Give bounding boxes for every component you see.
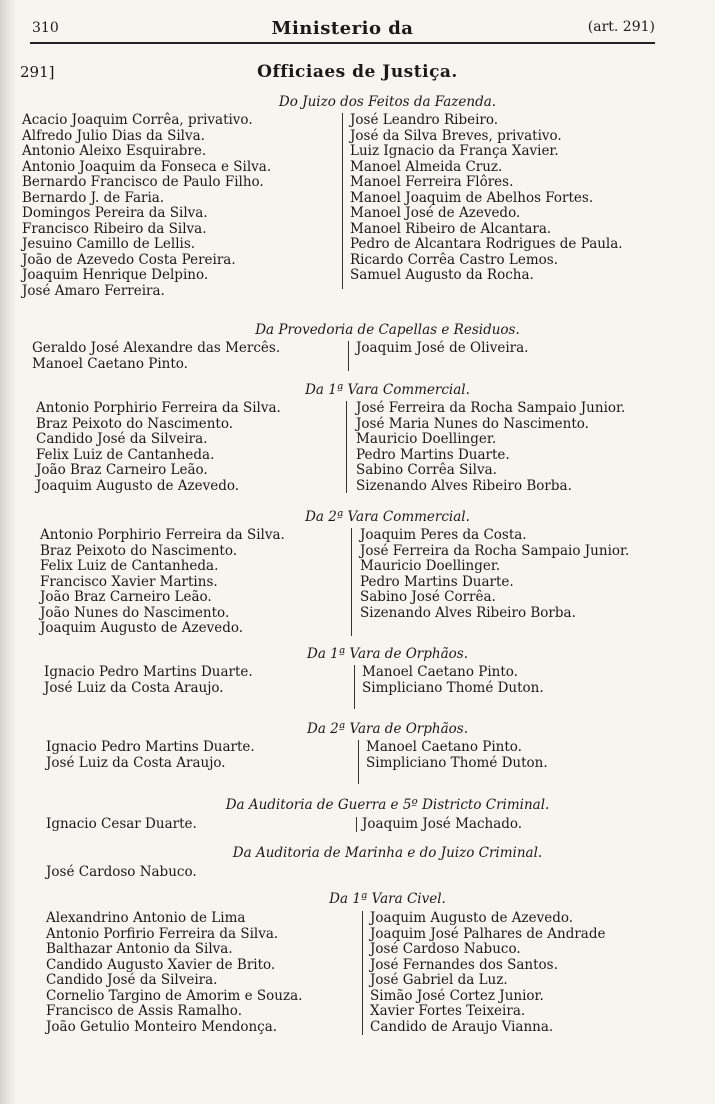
- list-item: Joaquim Augusto de Azevedo.: [40, 620, 244, 636]
- list-item: Felix Luiz de Cantanheda.: [40, 558, 219, 574]
- list-item: Ignacio Pedro Martins Duarte.: [44, 664, 253, 680]
- list-item: Alfredo Julio Dias da Silva.: [22, 127, 205, 144]
- list-item: Joaquim Henrique Delpino.: [22, 267, 209, 283]
- list-item: José Luiz da Costa Araujo.: [44, 679, 224, 696]
- list-item: João Braz Carneiro Leão.: [40, 589, 212, 605]
- list-item: Francisco de Assis Ramalho.: [46, 1003, 242, 1019]
- list-item: José Leandro Ribeiro.: [350, 112, 499, 128]
- section-heading: Da 1ª Vara Commercial.: [305, 382, 470, 398]
- section-heading: Da 1ª Vara de Orphãos.: [307, 646, 468, 662]
- list-item: Candido Augusto Xavier de Brito.: [46, 956, 276, 973]
- list-item: João Getulio Monteiro Mendonça.: [46, 1018, 278, 1035]
- article-number: 291]: [20, 63, 55, 81]
- list-item: Domingos Pereira da Silva.: [22, 205, 208, 221]
- names-right-column: [362, 665, 544, 696]
- section-heading: Da Provedoria de Capellas e Residuos.: [255, 322, 520, 338]
- page-binding-edge: [0, 0, 16, 1104]
- section-heading: Do Juizo dos Feitos da Fazenda.: [278, 94, 497, 110]
- list-item: Geraldo José Alexandre das Mercês.: [32, 340, 281, 356]
- names-right-column: [356, 401, 625, 494]
- names-left-column: [40, 528, 285, 637]
- list-item: Sizenando Alves Ribeiro Borba.: [356, 477, 572, 494]
- list-item: Manoel Almeida Cruz.: [350, 158, 503, 175]
- article-reference: (art. 291): [587, 19, 655, 35]
- section-2a-vara-orphaos: [0, 721, 715, 771]
- list-item: Xavier Fortes Teixeira.: [370, 1003, 526, 1019]
- list-item: Acacio Joaquim Corrêa, privativo.: [22, 112, 253, 128]
- list-item: José da Silva Breves, privativo.: [350, 127, 562, 144]
- running-header: [30, 18, 655, 42]
- section-feitos-fazenda: [0, 94, 715, 299]
- page-number: 310: [32, 20, 59, 36]
- list-item: João de Azevedo Costa Pereira.: [22, 251, 236, 268]
- names-left-column: [36, 401, 281, 494]
- list-item: Ignacio Pedro Martins Duarte.: [46, 739, 255, 755]
- list-item: José Cardoso Nabuco.: [46, 864, 197, 880]
- section-heading: Da 1ª Vara Civel.: [329, 891, 446, 907]
- list-item: Ricardo Corrêa Castro Lemos.: [350, 251, 559, 268]
- list-item: Candido José da Silveira.: [46, 972, 218, 988]
- list-item: Mauricio Doellinger.: [356, 431, 497, 447]
- list-item: Braz Peixoto do Nascimento.: [36, 415, 234, 432]
- list-item: Manoel José de Azevedo.: [350, 205, 521, 221]
- list-item: João Braz Carneiro Leão.: [36, 462, 208, 478]
- names-right-column: [362, 817, 522, 833]
- list-item: José Ferreira da Rocha Sampaio Junior.: [360, 542, 630, 559]
- list-item: Antonio Aleixo Esquirabre.: [22, 143, 207, 159]
- list-item: Simpliciano Thomé Duton.: [366, 754, 548, 771]
- list-item: Joaquim Augusto de Azevedo.: [370, 910, 574, 926]
- names-right-column: [356, 341, 528, 357]
- page-title: Officiaes de Justiça.: [257, 62, 458, 82]
- column-divider: [348, 341, 349, 371]
- list-item: Pedro Martins Duarte.: [356, 446, 510, 463]
- column-divider: [356, 817, 357, 832]
- names-right-column: [350, 113, 623, 284]
- section-1a-vara-commercial: [0, 382, 715, 494]
- list-item: Sabino Corrêa Silva.: [356, 462, 497, 478]
- list-item: Pedro de Alcantara Rodrigues de Paula.: [350, 236, 623, 252]
- list-item: Jesuino Camillo de Lellis.: [22, 236, 196, 252]
- list-item: José Gabriel da Luz.: [370, 972, 508, 988]
- section-heading: Da 2ª Vara de Orphãos.: [307, 721, 468, 737]
- names-left-column: [46, 817, 197, 833]
- names-left-column: [44, 665, 253, 696]
- list-item: Sizenando Alves Ribeiro Borba.: [360, 604, 576, 621]
- list-item: Manoel Caetano Pinto.: [32, 355, 188, 372]
- list-item: Manoel Joaquim de Abelhos Fortes.: [350, 189, 594, 206]
- list-item: Luiz Ignacio da França Xavier.: [350, 143, 559, 159]
- column-divider: [346, 401, 347, 493]
- list-item: João Nunes do Nascimento.: [40, 604, 230, 621]
- list-item: Manoel Ferreira Flôres.: [350, 174, 514, 190]
- list-item: Antonio Joaquim da Fonseca e Silva.: [22, 158, 272, 175]
- names-right-column: [366, 740, 548, 771]
- column-divider: [362, 911, 363, 1035]
- names-single-column: [46, 865, 197, 881]
- names-right-column: [360, 528, 629, 621]
- list-item: Cornelio Targino de Amorim e Souza.: [46, 987, 303, 1004]
- section-heading: Da 2ª Vara Commercial.: [305, 509, 470, 525]
- list-item: Samuel Augusto da Rocha.: [350, 267, 534, 283]
- list-item: Antonio Porphirio Ferreira da Silva.: [36, 400, 281, 416]
- list-item: Pedro Martins Duarte.: [360, 573, 514, 590]
- column-divider: [354, 665, 355, 709]
- column-divider: [358, 740, 359, 784]
- section-1a-vara-orphaos: [0, 646, 715, 696]
- list-item: Balthazar Antonio da Silva.: [46, 941, 233, 957]
- list-item: Simão José Cortez Junior.: [370, 987, 544, 1004]
- column-divider: [351, 528, 352, 636]
- list-item: José Maria Nunes do Nascimento.: [356, 415, 589, 432]
- list-item: Sabino José Corrêa.: [360, 589, 496, 605]
- names-left-column: [46, 911, 302, 1035]
- section-provedoria: [0, 322, 715, 372]
- list-item: Joaquim José de Oliveira.: [356, 340, 529, 356]
- list-item: Candido de Araujo Vianna.: [370, 1018, 554, 1035]
- section-auditoria-marinha: [0, 845, 715, 880]
- names-left-column: [22, 113, 271, 299]
- ministry-title: Ministerio da: [271, 18, 414, 39]
- list-item: Ignacio Cesar Duarte.: [46, 816, 197, 832]
- list-item: Felix Luiz de Cantanheda.: [36, 446, 215, 463]
- list-item: Manoel Caetano Pinto.: [362, 664, 518, 680]
- list-item: José Luiz da Costa Araujo.: [46, 754, 226, 771]
- list-item: Manoel Ribeiro de Alcantara.: [350, 220, 552, 237]
- list-item: Candido José da Silveira.: [36, 431, 208, 447]
- list-item: Antonio Porfirio Ferreira da Silva.: [46, 925, 279, 942]
- list-item: José Cardoso Nabuco.: [370, 941, 521, 957]
- list-item: Francisco Xavier Martins.: [40, 573, 218, 590]
- column-divider: [342, 113, 343, 289]
- list-item: Alexandrino Antonio de Lima: [46, 910, 246, 926]
- list-item: Antonio Porphirio Ferreira da Silva.: [40, 527, 285, 543]
- list-item: Francisco Ribeiro da Silva.: [22, 220, 207, 237]
- list-item: Braz Peixoto do Nascimento.: [40, 542, 238, 559]
- header-rule: [30, 42, 655, 44]
- section-1a-vara-civel: [0, 891, 715, 1035]
- list-item: Simpliciano Thomé Duton.: [362, 679, 544, 696]
- section-2a-vara-commercial: [0, 509, 715, 636]
- names-left-column: [32, 341, 280, 372]
- list-item: Joaquim Peres da Costa.: [360, 527, 527, 543]
- list-item: Bernardo J. de Faria.: [22, 189, 165, 206]
- list-item: José Ferreira da Rocha Sampaio Junior.: [356, 400, 626, 416]
- list-item: Manoel Caetano Pinto.: [366, 739, 522, 755]
- names-left-column: [46, 740, 255, 771]
- section-auditoria-guerra: [0, 797, 715, 832]
- list-item: José Amaro Ferreira.: [22, 282, 165, 299]
- names-right-column: [370, 911, 605, 1035]
- list-item: Bernardo Francisco de Paulo Filho.: [22, 174, 264, 190]
- section-heading: Da Auditoria de Guerra e 5º Districto Criminal.: [225, 797, 550, 813]
- list-item: Joaquim José Palhares de Andrade: [370, 925, 606, 942]
- list-item: José Fernandes dos Santos.: [370, 956, 558, 973]
- list-item: Joaquim José Machado.: [362, 816, 523, 832]
- list-item: Mauricio Doellinger.: [360, 558, 501, 574]
- section-heading: Da Auditoria de Marinha e do Juizo Criminal.: [232, 845, 543, 861]
- list-item: Joaquim Augusto de Azevedo.: [36, 477, 240, 494]
